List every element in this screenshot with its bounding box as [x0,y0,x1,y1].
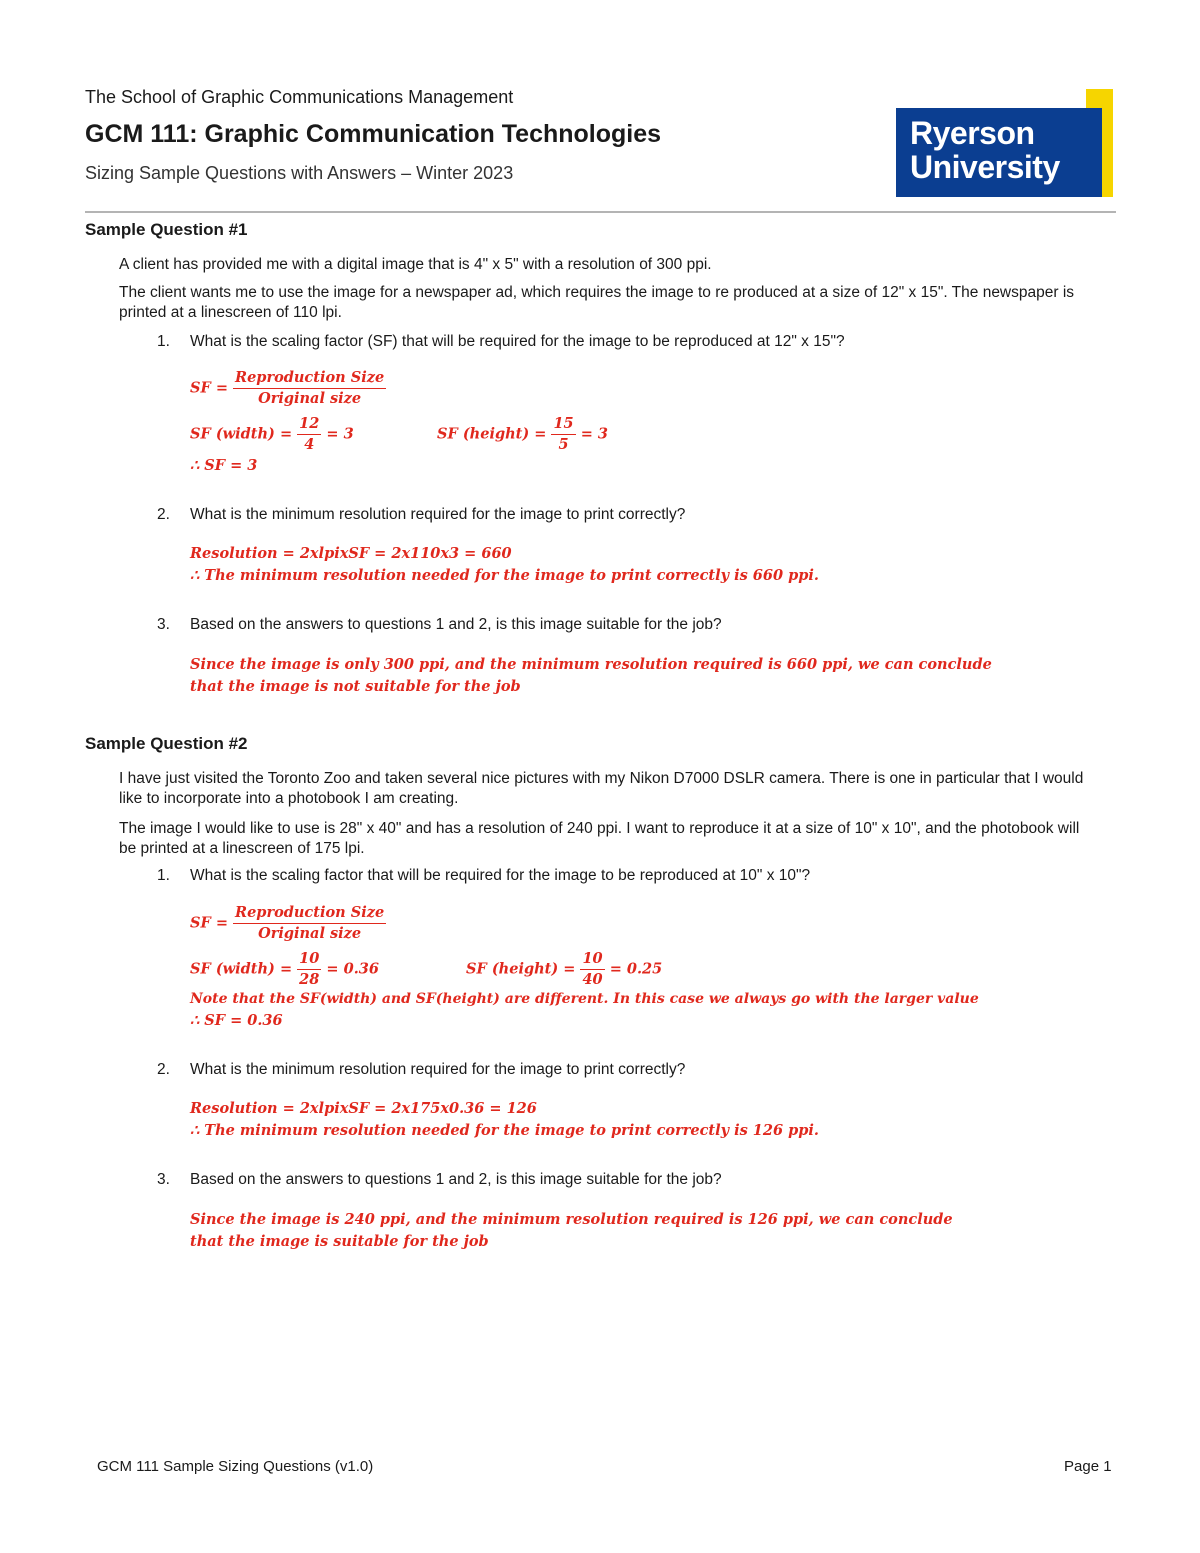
sf-height-denominator: 5 [558,436,569,453]
question-1-para-1: A client has provided me with a digital image that is 4" x 5" with a resolution of 300 ppi. [119,256,712,273]
q2-sf-final: ∴ SF = 0.36 [190,1012,283,1029]
sf-denominator: Original size [258,390,362,407]
question-1-para-2: The client wants me to use the image for a newspaper ad, which requires the image to re produced at a size of 12" x 15". The newspaper is printed at a linescreen of 110 lpi. [119,284,1075,321]
sf-numerator: Reproduction Size [233,369,386,389]
q1-item-1-number: 1. [157,333,170,350]
q1-item-3-number: 3. [157,616,170,633]
sf-width-denominator: 28 [299,971,320,988]
sf-width-label: SF (width) = [190,425,293,443]
sf-height-numerator: 10 [580,950,604,970]
q2-resolution-equation: Resolution = 2xlpixSF = 2x175x0.36 = 126 [190,1100,537,1117]
sf-height-denominator: 40 [582,971,603,988]
question-2-para-1: I have just visited the Toronto Zoo and taken several nice pictures with my Nikon D7000 DSLR camera. There is one in particular that I would like to incorporate into a photobook I am creating. [119,770,1084,807]
sf-height-label: SF (height) = [437,425,547,443]
q2-item-3-question: Based on the answers to questions 1 and 2, is this image suitable for the job? [190,1171,722,1188]
q1-resolution-conclusion: ∴ The minimum resolution needed for the image to print correctly is 660 ppi. [190,567,819,584]
q1-item-2-question: What is the minimum resolution required for the image to print correctly? [190,506,686,523]
course-title: GCM 111: Graphic Communication Technologies [85,120,662,148]
question-2-para-2: The image I would like to use is 28" x 40" and has a resolution of 240 ppi. I want to reproduce it at a size of 10" x 10", and the photobook will be printed at a linescreen of 175 lpi. [119,820,1080,857]
q2-sf-width [190,950,379,989]
q2-item-1-number: 1. [157,867,170,884]
footer-page-number: Page 1 [1064,1458,1112,1475]
q2-item-2-number: 2. [157,1061,170,1078]
sf-height-label: SF (height) = [466,960,576,978]
q1-resolution-equation: Resolution = 2xlpixSF = 2x110x3 = 660 [190,545,512,562]
sf-width-numerator: 12 [297,415,321,435]
sf-fraction [233,904,386,943]
q1-item-3-question: Based on the answers to questions 1 and 2, is this image suitable for the job? [190,616,722,633]
logo-text [910,116,1060,184]
q2-sf-height [466,950,662,989]
sf-width-fraction [297,415,321,454]
sf-width-numerator: 10 [297,950,321,970]
logo-line-1: Ryerson [910,115,1035,151]
document-subtitle: Sizing Sample Questions with Answers – Winter 2023 [85,163,514,183]
sf-denominator: Original size [258,925,362,942]
sf-width-result: = 3 [326,425,354,443]
sf-width-label: SF (width) = [190,960,293,978]
sf-numerator: Reproduction Size [233,904,386,924]
footer-document-name: GCM 111 Sample Sizing Questions (v1.0) [97,1458,374,1475]
q1-sf-final: ∴ SF = 3 [190,457,258,474]
sf-fraction [233,369,386,408]
sf-height-result: = 0.25 [609,960,663,978]
q1-sf-height [437,415,608,454]
sf-label: SF = [190,379,228,397]
q1-sf-formula [190,369,386,408]
q1-answer-line-2: that the image is not suitable for the job [190,678,521,695]
school-name: The School of Graphic Communications Management [85,87,514,107]
q1-answer-line-1: Since the image is only 300 ppi, and the minimum resolution required is 660 ppi, we can conclude [190,656,992,673]
q1-sf-width [190,415,354,454]
sf-height-fraction [551,415,575,454]
q2-answer-line-1: Since the image is 240 ppi, and the minimum resolution required is 126 ppi, we can conclude [190,1211,953,1228]
question-1-title: Sample Question #1 [85,220,248,239]
sf-width-denominator: 4 [304,436,315,453]
sf-width-result: = 0.36 [326,960,379,978]
q2-resolution-conclusion: ∴ The minimum resolution needed for the image to print correctly is 126 ppi. [190,1122,819,1139]
sf-height-numerator: 15 [551,415,575,435]
header-divider [85,211,1116,213]
q2-item-2-question: What is the minimum resolution required for the image to print correctly? [190,1061,686,1078]
sf-width-fraction [297,950,321,989]
q2-note: Note that the SF(width) and SF(height) are different. In this case we always go with the larger value [190,991,979,1007]
sf-height-fraction [580,950,604,989]
q2-sf-formula [190,904,386,943]
question-2-title: Sample Question #2 [85,734,248,753]
sf-label: SF = [190,914,228,932]
q1-item-2-number: 2. [157,506,170,523]
q2-item-1-question: What is the scaling factor that will be required for the image to be reproduced at 10" x 10"? [190,867,811,884]
logo-line-2: University [910,149,1060,185]
q2-answer-line-2: that the image is suitable for the job [190,1233,489,1250]
q2-item-3-number: 3. [157,1171,170,1188]
sf-height-result: = 3 [580,425,608,443]
q1-item-1-question: What is the scaling factor (SF) that will be required for the image to be reproduced at 12" x 15"? [190,333,845,350]
